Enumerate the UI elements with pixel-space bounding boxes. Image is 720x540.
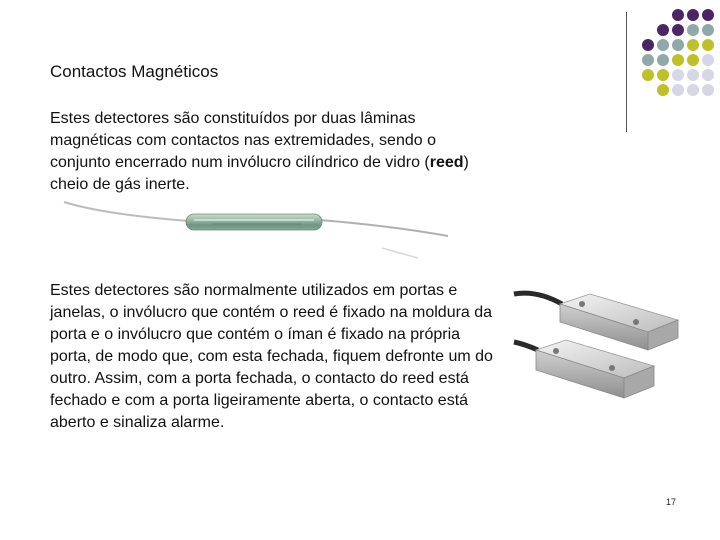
sensor-cable-bottom — [514, 342, 538, 350]
slide-title: Contactos Magnéticos — [50, 62, 219, 81]
decorative-dot — [702, 69, 714, 81]
decorative-dot — [672, 39, 684, 51]
decorative-dot — [642, 39, 654, 51]
paragraph1-text-start: Estes detectores são constituídos por duas lâminas magnéticas com contactos nas extremidades, sendo o conjunto encerrado num invólucro cilíndrico de vidro ( — [50, 110, 436, 171]
decorative-dot — [672, 84, 684, 96]
divider-line — [626, 12, 627, 132]
decorative-dot — [672, 24, 684, 36]
magnetic-contact-sensor-image — [512, 282, 682, 432]
reed-left-lead — [64, 202, 188, 221]
reed-term: reed — [429, 154, 464, 171]
decorative-dot — [657, 24, 669, 36]
sensor-cable-top — [514, 293, 562, 304]
decorative-dot — [687, 39, 699, 51]
decorative-dot — [687, 69, 699, 81]
decorative-dot — [687, 84, 699, 96]
decorative-dot — [672, 9, 684, 21]
decorative-dot — [702, 39, 714, 51]
reed-right-lead — [320, 220, 448, 236]
decorative-dot — [702, 24, 714, 36]
page-number: 17 — [666, 497, 677, 507]
paragraph-reed-description — [50, 108, 490, 196]
decorative-dot — [657, 84, 669, 96]
decorative-dot — [702, 9, 714, 21]
decorative-dot — [657, 69, 669, 81]
decorative-dot — [702, 54, 714, 66]
reed-switch-image — [62, 196, 450, 266]
paragraph-usage-description: Estes detectores são normalmente utilizados em portas e janelas, o invólucro que contém o reed é fixado na moldura da porta e o invólucro que contém o íman é fixado na própria porta, de modo que, com esta fechada, fiquem defronte um do outro. Assim, com a porta fechada, o contacto do reed está fechado e com a porta ligeiramente aberta, o contacto está aberto e sinaliza alarme. — [50, 282, 493, 431]
decorative-dot — [672, 69, 684, 81]
decorative-dot — [687, 54, 699, 66]
decorative-dot-grid — [642, 9, 720, 119]
decorative-dot — [642, 54, 654, 66]
decorative-dot — [687, 9, 699, 21]
decorative-dot — [687, 24, 699, 36]
decorative-dot — [642, 69, 654, 81]
reed-glass-capsule — [186, 214, 322, 230]
decorative-dot — [702, 84, 714, 96]
paragraph1-text-end: ) cheio de gás inerte. — [50, 154, 469, 193]
decorative-dot — [657, 54, 669, 66]
decorative-dot — [657, 39, 669, 51]
decorative-dot — [672, 54, 684, 66]
